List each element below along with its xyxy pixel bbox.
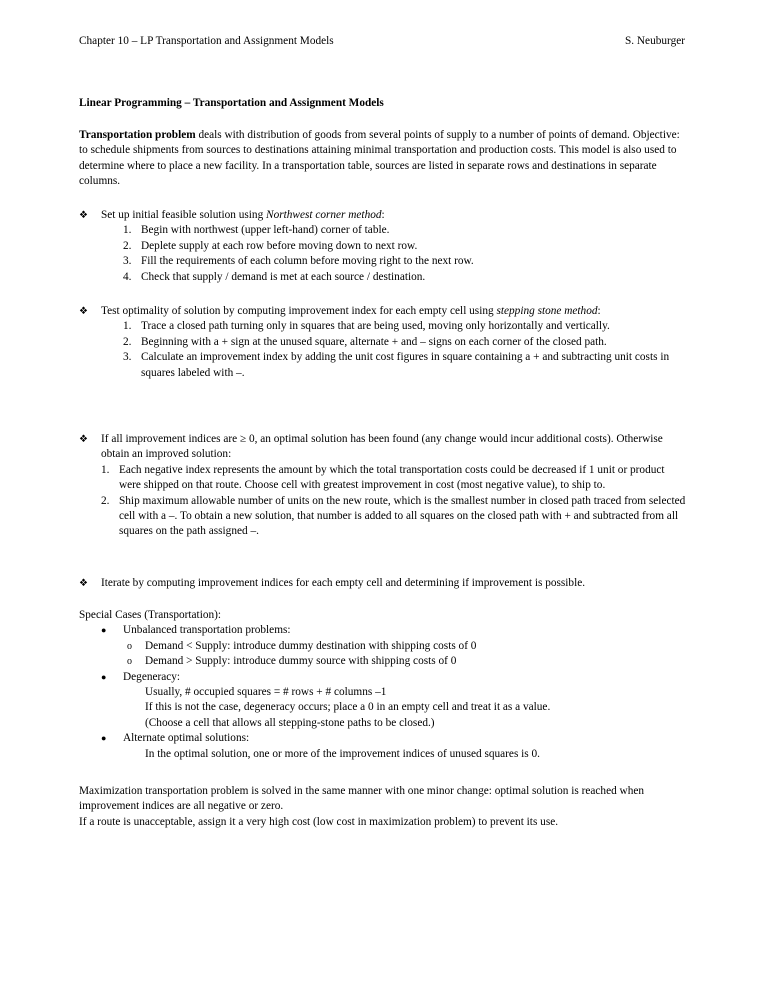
closing-maximization: Maximization transportation problem is solved in the same manner with one minor change: optimal solution is reached when improvement indices are all negative or zero.	[79, 785, 645, 813]
diamond-bullet-icon: ❖	[79, 210, 88, 221]
degeneracy-line: Usually, # occupied squares = # rows + # columns –1	[145, 686, 387, 699]
section-stepping-stone	[79, 304, 689, 381]
bullet-dot-icon: ●	[101, 625, 107, 636]
bullet-dot-icon: ●	[101, 733, 107, 744]
diamond-bullet-icon: ❖	[79, 306, 88, 317]
list-item: o Demand < Supply: introduce dummy destination with shipping costs of 0	[79, 639, 689, 654]
diamond-bullet-icon: ❖	[79, 578, 88, 589]
list-item: 3. Calculate an improvement index by adding the unit cost figures in square containing a + and subtracting unit costs in squares labeled with –.	[123, 351, 670, 379]
degeneracy-line: (Choose a cell that allows all stepping-stone paths to be closed.)	[145, 716, 435, 729]
closing-unacceptable-route: If a route is unacceptable, assign it a very high cost (low cost in maximization problem) to prevent its use.	[79, 815, 559, 828]
list-item: 2. Ship maximum allowable number of units on the new route, which is the smallest number in closed path traced from selected cell with a –. To obtain a new solution, that number is added to all squares on the closed path with + and subtracted from all squares on the path assigned –.	[101, 494, 686, 538]
alternate-line: In the optimal solution, one or more of the improvement indices of unused squares is 0.	[145, 747, 540, 760]
header-chapter: Chapter 10 – LP Transportation and Assignment Models	[79, 35, 334, 47]
stepping-stone-steps	[123, 319, 689, 381]
bullet-improvement: ❖ If all improvement indices are ≥ 0, an optimal solution has been found (any change would incur additional costs). Otherwise obtain an improved solution:	[79, 433, 663, 461]
intro-paragraph	[79, 128, 689, 190]
header-author: S. Neuburger	[624, 35, 685, 47]
list-item: o Demand > Supply: introduce dummy source with shipping costs of 0	[79, 654, 689, 669]
bullet-northwest: ❖ Set up initial feasible solution using Northwest corner method:	[79, 208, 689, 223]
diamond-bullet-icon: ❖	[79, 434, 88, 445]
page-header	[79, 34, 685, 49]
case-alternate: ● Alternate optimal solutions:	[79, 731, 689, 746]
section-closing	[79, 784, 689, 830]
intro-term: Transportation problem	[79, 129, 196, 141]
bullet-dot-icon: ●	[101, 671, 107, 682]
list-item: 4. Check that supply / demand is met at each source / destination.	[123, 270, 426, 283]
section-iterate	[79, 576, 689, 591]
special-cases-heading: Special Cases (Transportation):	[79, 609, 222, 621]
bullet-iterate: ❖ Iterate by computing improvement indices for each empty cell and determining if improvement is possible.	[79, 576, 689, 591]
section-improvement	[79, 432, 689, 540]
stepping-stone-term: stepping stone method	[496, 305, 598, 317]
list-item: 2. Deplete supply at each row before moving down to next row.	[123, 239, 418, 252]
bullet-stepping-stone: ❖ Test optimality of solution by computing improvement index for each empty cell using stepping stone method:	[79, 304, 689, 319]
list-item: 1. Trace a closed path turning only in squares that are being used, moving only horizontally and vertically.	[123, 320, 610, 333]
northwest-steps	[123, 223, 689, 285]
intro-text: deals with distribution of goods from several points of supply to a number of points of demand. Objective: to schedule shipments from sources to destinations attaining minimal transportation and production costs. This model is also used to determine where to place a new facility. In a transportation table, sources are listed in separate rows and destinations in separate columns.	[79, 129, 680, 188]
list-item: 3. Fill the requirements of each column before moving right to the next row.	[123, 255, 474, 268]
bullet-circle-icon: o	[127, 640, 132, 652]
list-item: 1. Begin with northwest (upper left-hand) corner of table.	[123, 224, 390, 237]
list-item: 1. Each negative index represents the amount by which the total transportation costs could be decreased if 1 unit or product were shipped on that route. Choose cell with greatest improvement in cost (most negative value), to ship to.	[101, 463, 665, 492]
degeneracy-line: If this is not the case, degeneracy occurs; place a 0 in an empty cell and treat it as a value.	[145, 701, 551, 714]
northwest-method-term: Northwest corner method	[266, 209, 382, 221]
list-item: 2. Beginning with a + sign at the unused square, alternate + and – signs on each corner of the closed path.	[123, 335, 607, 348]
section-special-cases	[79, 608, 689, 762]
section-northwest	[79, 208, 689, 285]
case-degeneracy: ● Degeneracy:	[79, 670, 689, 685]
document-title: Linear Programming – Transportation and Assignment Models	[79, 97, 384, 109]
case-unbalanced: ● Unbalanced transportation problems:	[79, 623, 689, 638]
bullet-circle-icon: o	[127, 656, 132, 668]
improvement-steps	[101, 463, 689, 540]
